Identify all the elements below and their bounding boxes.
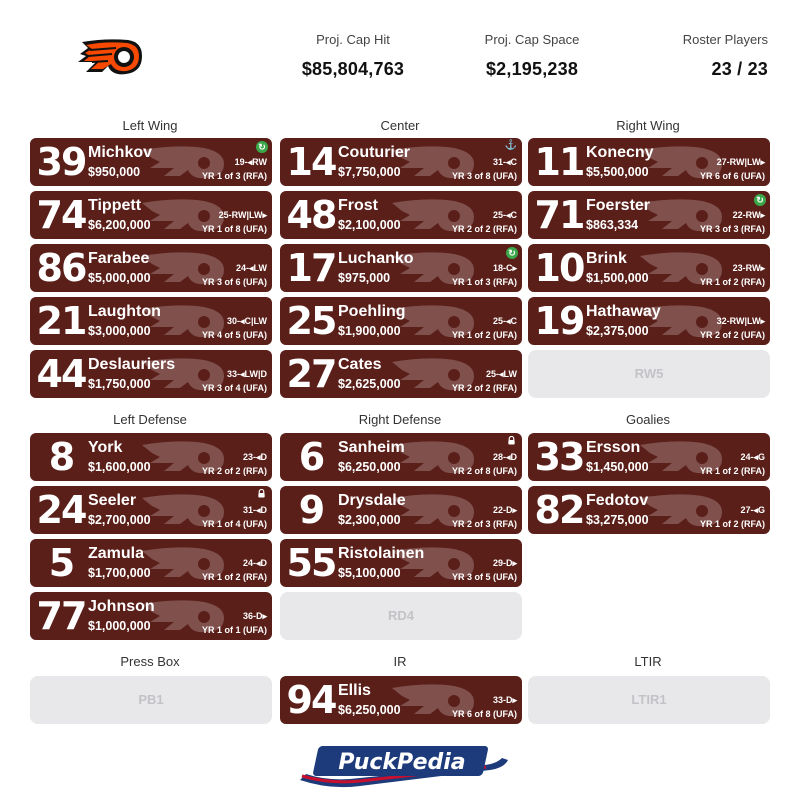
cap-space-stat — [467, 32, 597, 80]
player-name[interactable]: York — [88, 439, 123, 456]
player-card-lw[interactable] — [30, 350, 272, 398]
jersey-number: 14 — [286, 140, 336, 184]
contract-term: YR 2 of 8 (UFA) — [451, 466, 517, 476]
jersey-number: 33 — [534, 435, 584, 479]
contract-term: YR 3 of 4 (UFA) — [201, 383, 267, 393]
jersey-number: 55 — [286, 541, 336, 585]
player-name[interactable]: Hathaway — [586, 303, 661, 320]
age-position: 30-◂C|LW — [226, 316, 267, 326]
cap-space-value: $2,195,238 — [485, 59, 579, 79]
player-salary: $6,200,000 — [88, 218, 151, 232]
player-name[interactable]: Seeler — [88, 492, 137, 509]
player-salary: $6,250,000 — [338, 460, 401, 474]
jersey-number: 27 — [286, 352, 336, 396]
contract-term: YR 1 of 1 (UFA) — [201, 625, 267, 635]
age-position: 32-RW|LW▸ — [716, 316, 765, 326]
contract-term: YR 1 of 2 (UFA) — [451, 330, 517, 340]
player-name[interactable]: Farabee — [88, 250, 150, 267]
age-position: 23-◂D — [242, 452, 267, 462]
cap-hit-stat — [288, 32, 418, 80]
player-name[interactable]: Ersson — [586, 439, 641, 456]
roster-players-value: 23 / 23 — [711, 59, 768, 79]
recycle-badge-icon: ↻ — [256, 141, 268, 153]
player-name[interactable]: Cates — [338, 356, 382, 373]
player-salary: $1,600,000 — [88, 460, 151, 474]
contract-term: YR 3 of 3 (RFA) — [699, 224, 765, 234]
player-salary: $1,450,000 — [586, 460, 649, 474]
age-position: 25-◂C — [492, 316, 517, 326]
player-salary: $2,700,000 — [88, 513, 151, 527]
player-name[interactable]: Fedotov — [586, 492, 649, 509]
section-goalies: Goalies — [625, 412, 671, 427]
contract-term: YR 1 of 3 (RFA) — [451, 277, 517, 287]
contract-term: YR 1 of 2 (RFA) — [699, 466, 765, 476]
contract-term: YR 1 of 8 (UFA) — [201, 224, 267, 234]
section-ltir: LTIR — [634, 654, 662, 669]
player-card-rw[interactable] — [528, 244, 770, 292]
section-left-wing: Left Wing — [122, 118, 178, 133]
section-right-defense: Right Defense — [358, 412, 442, 427]
age-position: 36-D▸ — [242, 611, 267, 621]
contract-term: YR 6 of 6 (UFA) — [699, 171, 765, 181]
player-salary: $2,300,000 — [338, 513, 401, 527]
jersey-number: 71 — [534, 193, 584, 237]
player-card-lw[interactable] — [30, 244, 272, 292]
player-salary: $3,000,000 — [88, 324, 151, 338]
roster-players-label: Roster Players — [682, 32, 768, 47]
player-salary: $5,100,000 — [338, 566, 401, 580]
player-name[interactable]: Luchanko — [338, 250, 414, 267]
player-card-c[interactable] — [280, 350, 522, 398]
empty-slot-rw5[interactable]: RW5 — [528, 350, 770, 398]
age-position: 28-◂D — [492, 452, 517, 462]
jersey-number: 86 — [36, 246, 86, 290]
jersey-number: 5 — [48, 541, 74, 585]
jersey-number: 44 — [36, 352, 86, 396]
player-salary: $1,900,000 — [338, 324, 401, 338]
player-name[interactable]: Deslauriers — [88, 356, 176, 373]
player-card-ld[interactable] — [30, 433, 272, 481]
player-name[interactable]: Brink — [586, 250, 627, 267]
player-salary: $7,750,000 — [338, 165, 401, 179]
jersey-number: 8 — [48, 435, 74, 479]
player-salary: $6,250,000 — [338, 703, 401, 717]
player-name[interactable]: Konecny — [586, 144, 654, 161]
age-position: 25-◂LW — [485, 369, 517, 379]
jersey-number: 9 — [298, 488, 324, 532]
player-salary: $950,000 — [88, 165, 141, 179]
player-salary: $1,700,000 — [88, 566, 151, 580]
jersey-number: 21 — [36, 299, 86, 343]
contract-term: YR 2 of 2 (RFA) — [451, 383, 517, 393]
player-card-ld[interactable] — [30, 486, 272, 534]
player-card-rw[interactable] — [528, 297, 770, 345]
age-position: 19-◂RW — [234, 157, 267, 167]
age-position: 27-RW|LW▸ — [716, 157, 765, 167]
player-card-lw[interactable] — [30, 297, 272, 345]
contract-term: YR 3 of 8 (UFA) — [451, 171, 517, 181]
section-ir: IR — [393, 654, 407, 669]
jersey-number: 10 — [534, 246, 584, 290]
section-center: Center — [380, 118, 420, 133]
age-position: 33-D▸ — [492, 695, 517, 705]
contract-term: YR 1 of 4 (UFA) — [201, 519, 267, 529]
age-position: 24-◂LW — [235, 263, 267, 273]
age-position: 22-RW▸ — [732, 210, 765, 220]
age-position: 29-D▸ — [492, 558, 517, 568]
age-position: 33-◂LW|D — [226, 369, 267, 379]
age-position: 22-D▸ — [492, 505, 517, 515]
empty-slot-pb1[interactable]: PB1 — [30, 676, 272, 724]
jersey-number: 94 — [286, 678, 336, 722]
recycle-badge-icon: ↻ — [754, 194, 766, 206]
jersey-number: 74 — [36, 193, 86, 237]
anchor-icon: ⚓ — [504, 140, 517, 151]
puckpedia-logo — [290, 740, 512, 792]
age-position: 25-RW|LW▸ — [218, 210, 267, 220]
player-salary: $5,000,000 — [88, 271, 151, 285]
jersey-number: 39 — [36, 140, 86, 184]
lock-icon — [507, 436, 516, 445]
age-position: 27-◂G — [740, 505, 765, 515]
recycle-badge-icon: ↻ — [506, 247, 518, 259]
player-name[interactable]: Foerster — [586, 197, 651, 214]
contract-term: YR 3 of 6 (UFA) — [201, 277, 267, 287]
player-name[interactable]: Sanheim — [338, 439, 405, 456]
contract-term: YR 1 of 2 (RFA) — [201, 572, 267, 582]
player-card-lw[interactable] — [30, 138, 272, 186]
player-name[interactable]: Drysdale — [338, 492, 406, 509]
player-name[interactable]: Michkov — [88, 144, 153, 161]
jersey-number: 11 — [534, 140, 584, 184]
player-card-c[interactable] — [280, 191, 522, 239]
empty-slot-rd4[interactable]: RD4 — [280, 592, 522, 640]
player-salary: $2,625,000 — [338, 377, 401, 391]
contract-term: YR 1 of 2 (RFA) — [699, 519, 765, 529]
roster-players-stat — [648, 32, 768, 80]
player-name[interactable]: Ellis — [338, 682, 371, 699]
cap-hit-label: Proj. Cap Hit — [316, 32, 390, 47]
player-card-rw[interactable] — [528, 138, 770, 186]
age-position: 23-RW▸ — [732, 263, 765, 273]
contract-term: YR 2 of 3 (RFA) — [451, 519, 517, 529]
jersey-number: 48 — [286, 193, 336, 237]
player-card-ld[interactable] — [30, 539, 272, 587]
puckpedia-logo-text: PuckPedia — [338, 750, 466, 775]
player-name[interactable]: Poehling — [338, 303, 406, 320]
contract-term: YR 1 of 2 (RFA) — [699, 277, 765, 287]
player-card-c[interactable] — [280, 297, 522, 345]
player-card-ld[interactable] — [30, 592, 272, 640]
player-card-rd[interactable] — [280, 486, 522, 534]
contract-term: YR 2 of 2 (RFA) — [201, 466, 267, 476]
age-position: 24-◂D — [242, 558, 267, 568]
age-position: 24-◂G — [740, 452, 765, 462]
player-salary: $1,750,000 — [88, 377, 151, 391]
player-salary: $2,100,000 — [338, 218, 401, 232]
player-salary: $3,275,000 — [586, 513, 649, 527]
player-salary: $863,334 — [586, 218, 639, 232]
player-name[interactable]: Couturier — [338, 144, 410, 161]
jersey-number: 6 — [298, 435, 324, 479]
flyers-logo — [76, 32, 146, 82]
contract-term: YR 6 of 8 (UFA) — [451, 709, 517, 719]
age-position: 31-◂D — [242, 505, 267, 515]
contract-term: YR 2 of 2 (UFA) — [699, 330, 765, 340]
player-name[interactable]: Ristolainen — [338, 545, 425, 562]
jersey-number: 19 — [534, 299, 584, 343]
contract-term: YR 2 of 2 (RFA) — [451, 224, 517, 234]
player-card-rw[interactable] — [528, 191, 770, 239]
player-salary: $5,500,000 — [586, 165, 649, 179]
player-card-c[interactable] — [280, 244, 522, 292]
section-right-wing: Right Wing — [616, 118, 680, 133]
section-left-defense: Left Defense — [113, 412, 187, 427]
cap-space-label: Proj. Cap Space — [484, 32, 580, 47]
player-name[interactable]: Zamula — [88, 545, 145, 562]
jersey-number: 24 — [36, 488, 86, 532]
jersey-number: 17 — [286, 246, 336, 290]
player-card-g[interactable] — [528, 433, 770, 481]
contract-term: YR 4 of 5 (UFA) — [201, 330, 267, 340]
player-name[interactable]: Johnson — [88, 598, 155, 615]
player-salary: $1,500,000 — [586, 271, 649, 285]
player-card-ir[interactable] — [280, 676, 522, 724]
jersey-number: 77 — [36, 594, 86, 638]
jersey-number: 82 — [534, 488, 584, 532]
lock-icon — [257, 489, 266, 498]
player-card-g[interactable] — [528, 486, 770, 534]
player-name[interactable]: Tippett — [88, 197, 142, 214]
cap-hit-value: $85,804,763 — [301, 59, 405, 79]
player-card-lw[interactable] — [30, 191, 272, 239]
contract-term: YR 1 of 3 (RFA) — [201, 171, 267, 181]
player-name[interactable]: Frost — [338, 197, 378, 214]
player-card-rd[interactable] — [280, 433, 522, 481]
player-salary: $975,000 — [338, 271, 391, 285]
player-name[interactable]: Laughton — [88, 303, 161, 320]
jersey-number: 25 — [286, 299, 336, 343]
contract-term: YR 3 of 5 (UFA) — [451, 572, 517, 582]
empty-slot-ltir1[interactable]: LTIR1 — [528, 676, 770, 724]
player-card-c[interactable] — [280, 138, 522, 186]
age-position: 18-C▸ — [492, 263, 517, 273]
player-card-rd[interactable] — [280, 539, 522, 587]
section-press-box: Press Box — [120, 654, 180, 669]
age-position: 25-◂C — [492, 210, 517, 220]
age-position: 31-◂C — [492, 157, 517, 167]
player-salary: $2,375,000 — [586, 324, 649, 338]
player-salary: $1,000,000 — [88, 619, 151, 633]
